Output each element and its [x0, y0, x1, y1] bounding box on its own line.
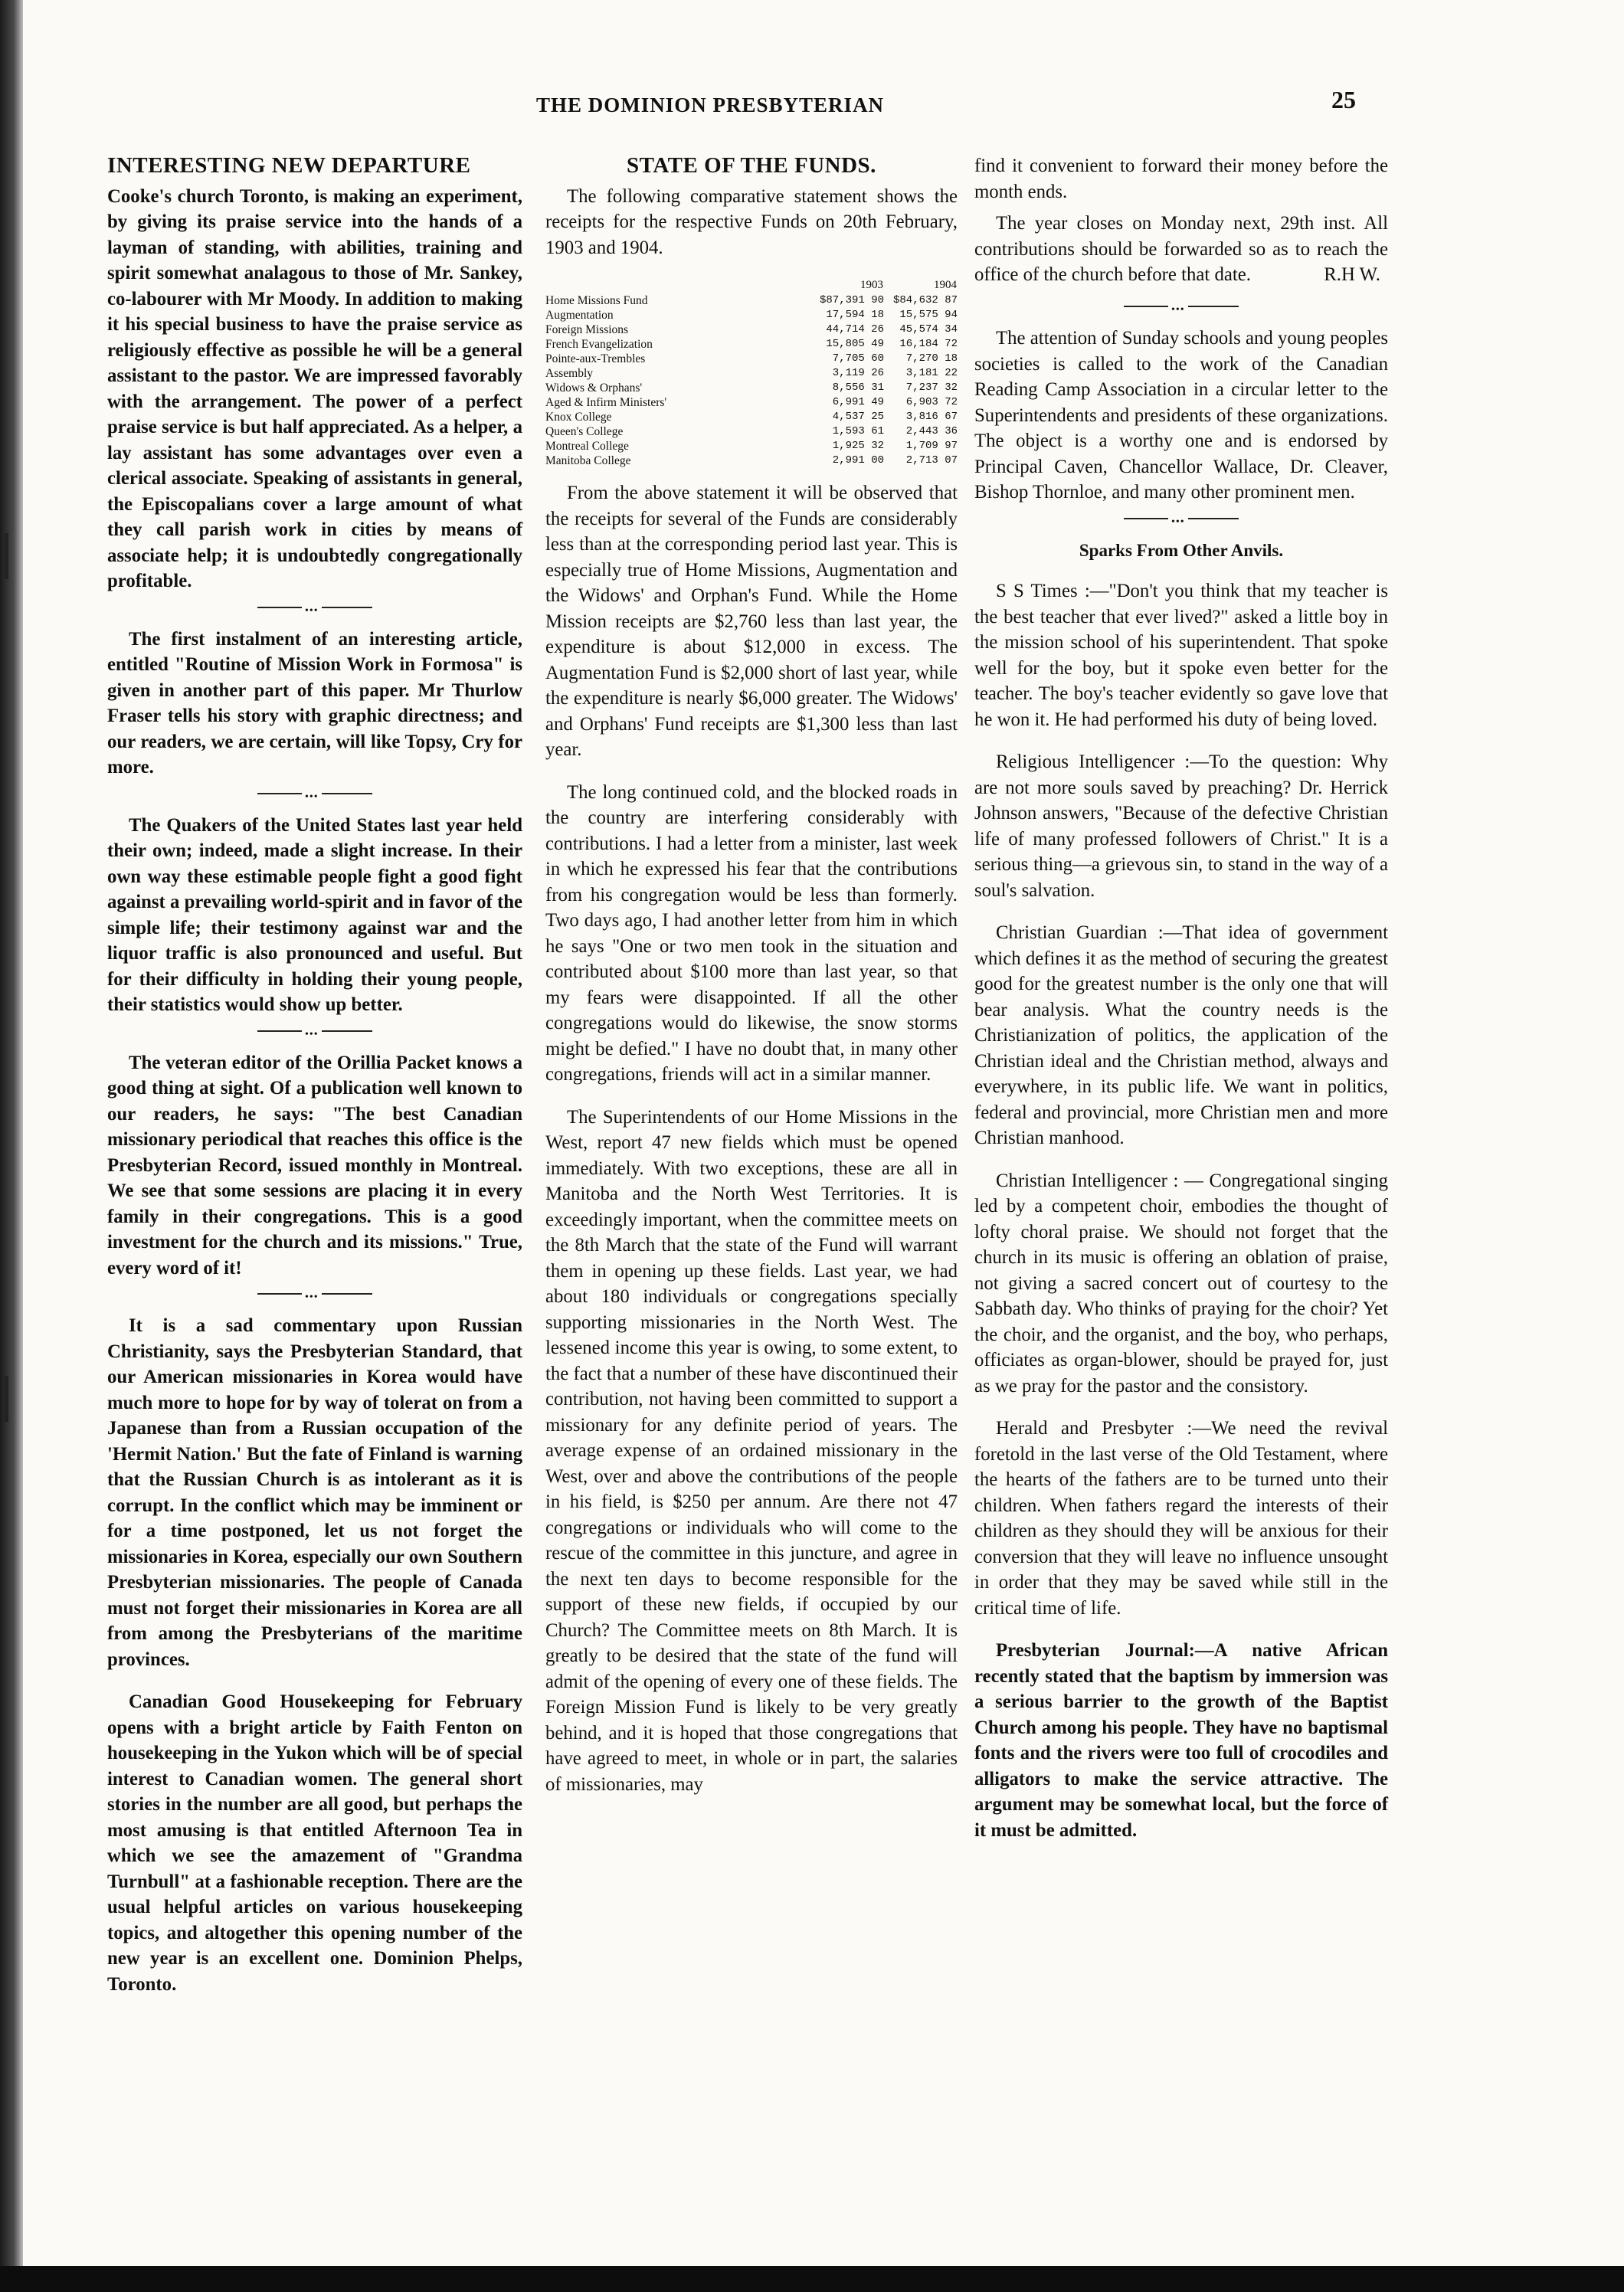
- table-header-year: 1903: [860, 279, 883, 291]
- fund-1903: 7,705 60: [832, 352, 884, 365]
- table-row: [545, 308, 958, 323]
- fund-name: French Evangelization: [545, 338, 653, 351]
- fund-1904: $84,632 87: [892, 294, 958, 306]
- section-divider: [257, 1293, 372, 1295]
- fund-name: Assembly: [545, 367, 593, 380]
- fund-name: Queen's College: [545, 425, 624, 438]
- table-row: [545, 352, 958, 366]
- fund-1903: 2,991 00: [832, 454, 884, 467]
- article-paragraph: Presbyterian Journal:—A native African recently stated that the baptism by immersion was a serious barrier to the growth of the Baptist Church among his people. They have no baptismal fonts and the rivers were too full of crocodiles and alligators to make the service attractive. The argument may be somewhat local, but the force of it must be admitted.: [974, 1640, 1388, 1841]
- article-paragraph: From the above statement it will be observed that the receipts for several of the Funds are considerably less than at the corresponding period last year. This is especially true of Home Missions, Augmentation and the Widows' and Orphan's Fund. While the Home Mission receipts are $2,760 less than last year, the expenditure is about $12,000 in excess. The Augmentation Fund is $2,000 short of last year, while the expenditure is nearly $6,000 greater. The Widows' and Orphans' Fund receipts are $1,300 less than last year.: [545, 483, 958, 760]
- article-paragraph: Herald and Presbyter :—We need the revival foretold in the last verse of the Old Testament, where the hearts of the fathers are to be turned unto their children. When fathers regard the interests of their children as they should they will be anxious for their conversion that they will leave no influence unsought in order that they may be saved while still in the critical time of life.: [974, 1418, 1388, 1619]
- article-heading: INTERESTING NEW DEPARTURE: [107, 153, 471, 178]
- fund-1904: 6,903 72: [905, 396, 958, 408]
- fund-name: Knox College: [545, 411, 612, 424]
- fund-1903: 3,119 26: [832, 367, 884, 379]
- fund-1904: 1,709 97: [905, 440, 958, 452]
- section-divider: [257, 607, 372, 608]
- article-paragraph: The veteran editor of the Orillia Packet knows a good thing at sight. Of a publication well known to our readers, he says: "The best Canadian missionary periodical that reaches this office is the Presbyterian Record, issued monthly in Montreal. We see that some sessions are placing it in every family in their congregations. This is a good investment for the church and its missions." True, every word of it!: [107, 1052, 522, 1279]
- fund-1903: 4,537 25: [832, 411, 884, 423]
- column-left: [107, 153, 522, 2014]
- article-paragraph: It is a sad commentary upon Russian Christianity, says the Presbyterian Standard, that our American missionaries in Korea would have much more to hope for by way of tolerat on from a Japanese than from a Russian occupation of the 'Hermit Nation.' But the fate of Finland is warning that the Russian Church is as intolerant as it is corrupt. In the conflict which may be imminent or for a time postponed, let us not forget the missionaries in Korea, especially our own Southern Presbyterian missionaries. The people of Canada must not forget their missionaries in Korea are all from among the Presbyterians of the maritime provinces.: [107, 1315, 522, 1670]
- table-row: [545, 293, 958, 308]
- table-row: [545, 337, 958, 352]
- fund-name: Home Missions Fund: [545, 294, 648, 307]
- fund-1903: $87,391 90: [819, 294, 884, 306]
- table-row: [545, 366, 958, 381]
- fund-1903: 1,593 61: [832, 425, 884, 437]
- fund-name: Augmentation: [545, 309, 614, 322]
- fund-name: Montreal College: [545, 440, 629, 453]
- fund-name: Foreign Missions: [545, 323, 629, 336]
- fund-1904: 45,574 34: [899, 323, 958, 336]
- fund-1903: 1,925 32: [832, 440, 884, 452]
- article-paragraph: The following comparative statement shows the receipts for the respective Funds on 20th February, 1903 and 1904.: [545, 185, 958, 258]
- article-paragraph: Religious Intelligencer :—To the question: Why are not more souls saved by preaching? Dr. Herrick Johnson answers, "Because of the defective Christian life of many professed followers of Christ." It is a serious thing—a grievous sin, to stand in the way of a soul's salvation.: [974, 751, 1388, 901]
- section-divider: [1124, 306, 1239, 307]
- article-paragraph: The first instalment of an interesting article, entitled "Routine of Mission Work in Formosa" is given in another part of this paper. Mr Thurlow Fraser tells his story with graphic directness; and our readers, we are certain, will like Topsy, Cry for more.: [107, 628, 522, 778]
- table-row: [545, 453, 958, 468]
- table-row: [545, 424, 958, 439]
- running-header-title: THE DOMINION PRESBYTERIAN: [536, 93, 885, 116]
- column-middle: [545, 153, 958, 1814]
- article-paragraph: S S Times :—"Don't you think that my teacher is the best teacher that ever lived?" asked a little boy in the mission school of his superintendent. That spoke well for the boy, but it spoke even better for the teacher. The boy's teacher evidently so gave love that he won it. He had performed his duty of being loved.: [974, 581, 1388, 730]
- section-divider: [257, 1030, 372, 1032]
- table-row: [545, 395, 958, 410]
- section-heading: Sparks From Other Anvils.: [1079, 540, 1284, 560]
- fund-1904: 3,816 67: [905, 411, 958, 423]
- article-paragraph: find it convenient to forward their money before the month ends.: [974, 156, 1388, 202]
- fund-1904: 16,184 72: [899, 338, 958, 350]
- fund-1903: 17,594 18: [826, 309, 884, 321]
- fund-1904: 15,575 94: [899, 309, 958, 321]
- fund-name: Manitoba College: [545, 454, 631, 467]
- article-paragraph: Christian Guardian :—That idea of government which defines it as the method of securing the greatest good for the greatest number is the only one that will bear analysis. What the country needs is the Christianization of politics, the application of the Christian ideal and the Christian method, always and everywhere, in its public life. We want in politics, federal and provincial, more Christian men and more Christian manhood.: [974, 922, 1388, 1148]
- fund-1903: 15,805 49: [826, 338, 884, 350]
- article-paragraph: The Quakers of the United States last year held their own; indeed, made a slight increase. In their own way these estimable people fight a good fight against a prevailing world-spirit and in favor of the simple life; their testimony against war and the liquor traffic is also pronounced and useful. But for their difficulty in holding their young people, their statistics would show up better.: [107, 814, 522, 1015]
- article-paragraph: Cooke's church Toronto, is making an experiment, by giving its praise service into the hands of a layman of standing, with abilities, training and spirit somewhat analagous to those of Mr. Sankey, co-labourer with Mr Moody. In addition to making it his special business to have the praise service as religiously effective as possible he will be a general assistant to the pastor. We are impressed favorably with the arrangement. The power of a perfect praise service is but half appreciated. As a helper, a lay assistant has some advantages over even a clerical associate. Speaking of assistants in general, the Episcopalians cover a large amount of what they call parish work in cities by means of associate help; it is undoubtedly congregationally profitable.: [107, 185, 522, 591]
- table-header-year: 1904: [934, 279, 957, 291]
- scan-bottom-edge: [0, 2266, 1624, 2292]
- column-right: [974, 153, 1388, 1860]
- funds-table: [545, 277, 958, 468]
- article-paragraph: The attention of Sunday schools and young peoples societies is called to the work of the Canadian Reading Camp Association in a circular letter to the Superintendents and presidents of these organizations. The object is a worthy one and is endorsed by Principal Caven, Chancellor Wallace, Dr. Cleaver, Bishop Thornloe, and many other prominent men.: [974, 328, 1388, 503]
- table-row: [545, 323, 958, 337]
- margin-tick-mark: ⎸: [5, 1372, 51, 1423]
- fund-name: Aged & Infirm Ministers': [545, 396, 667, 409]
- section-divider: [257, 793, 372, 794]
- fund-1903: 6,991 49: [832, 396, 884, 408]
- article-paragraph: Canadian Good Housekeeping for February opens with a bright article by Faith Fenton on housekeeping in the Yukon which will be of special interest to Canadian women. The general short stories in the number are all good, but perhaps the most amusing is that entitled Afternoon Tea in which we see the amazement of "Grandma Turnbull" at a fashionable reception. There are the usual helpful articles on various housekeeping topics, and altogether this opening number of the new year is an excellent one. Dominion Phelps, Toronto.: [107, 1691, 522, 1995]
- page-number: 25: [1331, 86, 1356, 113]
- margin-tick-mark: ⎸: [5, 529, 51, 580]
- article-paragraph: The Superintendents of our Home Missions in the West, report 47 new fields which must be opened immediately. With two exceptions, these are all in Manitoba and the North West Territories. It is exceedingly important, when the committee meets on the 8th March that the state of the Fund will warrant them in opening up these fields. Last year, we had about 180 individuals or congregations specially supporting missionaries in the North West. The lessened income this year is owing, to some extent, to the fact that a number of these have discontinued their contribution, not having been committed to support a missionary for any definite period of years. The average expense of an ordained missionary in the West, over and above the contributions of the people in his field, is $250 per annum. Are there not 47 congregations or individuals who will come to the rescue of the committee in this juncture, and agree in the next ten days to become responsible for the support of these new fields, if occupied by our Church? The Committee meets on 8th March. It is greatly to be desired that the state of the fund will admit of the opening of every one of these fields. The Foreign Mission Fund is likely to be very greatly behind, and it is hoped that those congregations that have agreed to meet, in whole or in part, the salaries of missionaries, may: [545, 1106, 958, 1795]
- fund-1904: 7,270 18: [905, 352, 958, 365]
- table-header-blank: [545, 277, 810, 293]
- article-paragraph: Christian Intelligencer : — Congregational singing led by a competent choir, embodies the thought of lofty choral praise. We should not forget that the church in its music is offering an oblation of praise, not giving a sacred concert out of courtesy to the Sabbath day. Who thinks of praying for the choir? Yet the choir, and the organist, and the boy, who perhaps, officiates as organ-blower, should be prayed for, just as we pray for the pastor and the consistory.: [974, 1170, 1388, 1396]
- fund-1903: 44,714 26: [826, 323, 884, 336]
- page-spine-shadow: [0, 0, 23, 2292]
- article-heading: STATE OF THE FUNDS.: [627, 153, 876, 178]
- article-paragraph: The year closes on Monday next, 29th inst. All contributions should be forwarded so as to reach the office of the church before that date.: [974, 213, 1388, 285]
- table-row: [545, 381, 958, 395]
- fund-1904: 7,237 32: [905, 381, 958, 394]
- fund-name: Widows & Orphans': [545, 381, 643, 395]
- section-divider: [1124, 518, 1239, 519]
- signature: R.H W.: [1324, 264, 1380, 285]
- article-paragraph: The long continued cold, and the blocked roads in the country are interfering considerably with contributions. I had a letter from a minister, last week in which he expressed his fear that the contributions from his congregation would be less than formerly. Two days ago, I had another letter from him in which he says "One or two men took in the situation and contributed about $100 more than last year, so that my fears were disappointed. If all the other congregations would do likewise, the snow storms might be defied." I have no doubt that, in many other congregations, friends will act in a similar manner.: [545, 781, 958, 1085]
- fund-1904: 2,713 07: [905, 454, 958, 467]
- fund-1904: 3,181 22: [905, 367, 958, 379]
- fund-1903: 8,556 31: [832, 381, 884, 394]
- table-row: [545, 439, 958, 453]
- fund-name: Pointe-aux-Trembles: [545, 352, 646, 365]
- fund-1904: 2,443 36: [905, 425, 958, 437]
- table-row: [545, 410, 958, 424]
